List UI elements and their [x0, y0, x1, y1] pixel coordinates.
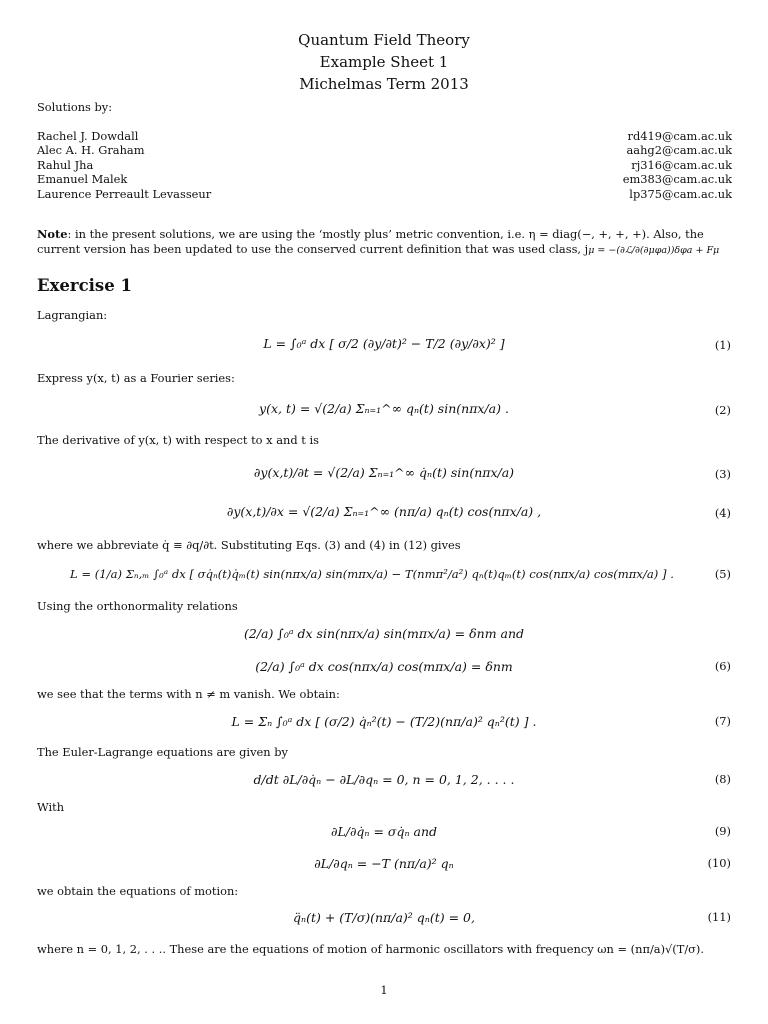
- text-abbrev: where we abbreviate q̇ ≡ ∂q/∂t. Substituting Eqs. (3) and (4) in (12) gives: [37, 538, 461, 552]
- equation-2: [0, 401, 768, 416]
- text-euler: The Euler-Lagrange equations are given by: [37, 745, 288, 759]
- text-ortho: Using the orthonormality relations: [37, 599, 238, 613]
- note-paragraph: [37, 227, 732, 258]
- text-with: With: [37, 800, 65, 814]
- text-derivative: The derivative of y(x, t) with respect to x and t is: [37, 433, 319, 447]
- equation-4-body: ∂y(x,t)/∂x = √(2/a) Σₙ₌₁^∞ (nπ/a) qₙ(t) cos(nπx/a) ,: [226, 504, 542, 519]
- equation-number: (5): [714, 567, 731, 581]
- equation-1: [0, 336, 768, 351]
- author-email: aahg2@cam.ac.uk: [626, 143, 732, 157]
- equation-number: (2): [714, 403, 731, 417]
- equation-10-body: ∂L/∂qₙ = −T (nπ/a)² qₙ: [314, 856, 454, 871]
- author-name: Laurence Perreault Levasseur: [37, 187, 212, 201]
- equation-number: (1): [714, 338, 731, 352]
- title-line-1: Quantum Field Theory: [298, 31, 470, 49]
- text-vanish: we see that the terms with n ≠ m vanish. We obtain:: [37, 687, 340, 701]
- note-line-2: current version has been updated to use the conserved current definition that was used class, j: [37, 241, 589, 256]
- equation-3-body: ∂y(x,t)/∂t = √(2/a) Σₙ₌₁^∞ q̇ₙ(t) sin(nπx/a): [253, 465, 515, 480]
- equation-number: (7): [714, 714, 731, 728]
- author-name: Rahul Jha: [37, 158, 94, 172]
- equation-6b: [0, 659, 768, 674]
- equation-11-body: q̈ₙ(t) + (T/σ)(nπ/a)² qₙ(t) = 0,: [293, 910, 475, 925]
- author-name: Alec A. H. Graham: [37, 143, 145, 157]
- equation-number: (9): [714, 824, 731, 838]
- equation-6a: [0, 626, 768, 641]
- note-line-1: : in the present solutions, we are using the ‘mostly plus’ metric convention, i.e. η = diag(−, +, +, +). Also, the: [67, 227, 704, 241]
- author-row: [37, 187, 732, 202]
- note-current-equation: μ = −(∂ℒ/∂(∂μφa))δφa + Fμ: [588, 244, 720, 256]
- author-row: [37, 129, 732, 144]
- author-row: [37, 172, 732, 187]
- equation-4: [0, 504, 768, 519]
- title-line-2: Example Sheet 1: [319, 53, 449, 71]
- equation-7: [0, 714, 768, 729]
- solutions-by-label: Solutions by:: [37, 100, 113, 114]
- equation-8: [0, 772, 768, 787]
- equation-2-body: y(x, t) = √(2/a) Σₙ₌₁^∞ qₙ(t) sin(nπx/a) .: [259, 401, 509, 416]
- equation-11: [0, 910, 768, 925]
- equation-6a-body: (2/a) ∫₀ᵃ dx sin(nπx/a) sin(mπx/a) = δnm and: [243, 626, 525, 641]
- title-line-3: Michelmas Term 2013: [299, 75, 469, 93]
- equation-number: (10): [707, 856, 731, 870]
- equation-5-body: L = (1/a) Σₙ,ₘ ∫₀ᵃ dx [ σq̇ₙ(t)q̇ₘ(t) sin(nπx/a) sin(mπx/a) − T(nmπ²/a²) qₙ(t)qₘ(t) cos(nπx/a) cos(mπx/a) ] .: [70, 567, 674, 581]
- author-name: Rachel J. Dowdall: [37, 129, 139, 143]
- author-name: Emanuel Malek: [37, 172, 128, 186]
- equation-number: (8): [714, 772, 731, 786]
- author-row: [37, 158, 732, 173]
- text-motion: we obtain the equations of motion:: [37, 884, 239, 898]
- equation-number: (11): [707, 910, 731, 924]
- author-email: lp375@cam.ac.uk: [629, 187, 732, 201]
- text-fourier: Express y(x, t) as a Fourier series:: [37, 371, 235, 385]
- author-email: rd419@cam.ac.uk: [627, 129, 732, 143]
- text-final: where n = 0, 1, 2, . . .. These are the equations of motion of harmonic oscillators with frequency ωn = (nπ/a)√(T/σ).: [37, 942, 704, 956]
- equation-number: (4): [714, 506, 731, 520]
- equation-9-body: ∂L/∂q̇ₙ = σq̇ₙ and: [330, 824, 437, 839]
- note-label: Note: [37, 227, 68, 241]
- equation-9: [0, 824, 768, 839]
- equation-3: [0, 465, 768, 480]
- equation-8-body: d/dt ∂L/∂q̇ₙ − ∂L/∂qₙ = 0, n = 0, 1, 2, . . . .: [253, 772, 515, 787]
- equation-1-body: L = ∫₀ᵃ dx [ σ/2 (∂y/∂t)² − T/2 (∂y/∂x)² ]: [263, 336, 505, 351]
- equation-number: (6): [714, 659, 731, 673]
- author-row: [37, 143, 732, 158]
- equation-number: (3): [714, 467, 731, 481]
- equation-6b-body: (2/a) ∫₀ᵃ dx cos(nπx/a) cos(mπx/a) = δnm: [255, 659, 513, 674]
- author-email: em383@cam.ac.uk: [622, 172, 732, 186]
- page-number: 1: [380, 983, 388, 997]
- section-heading: Exercise 1: [37, 276, 132, 295]
- author-email: rj316@cam.ac.uk: [631, 158, 732, 172]
- equation-7-body: L = Σₙ ∫₀ᵃ dx [ (σ/2) q̇ₙ²(t) − (T/2)(nπ/a)² qₙ²(t) ] .: [231, 714, 537, 729]
- equation-10: [0, 856, 768, 871]
- text-lagrangian: Lagrangian:: [37, 308, 108, 322]
